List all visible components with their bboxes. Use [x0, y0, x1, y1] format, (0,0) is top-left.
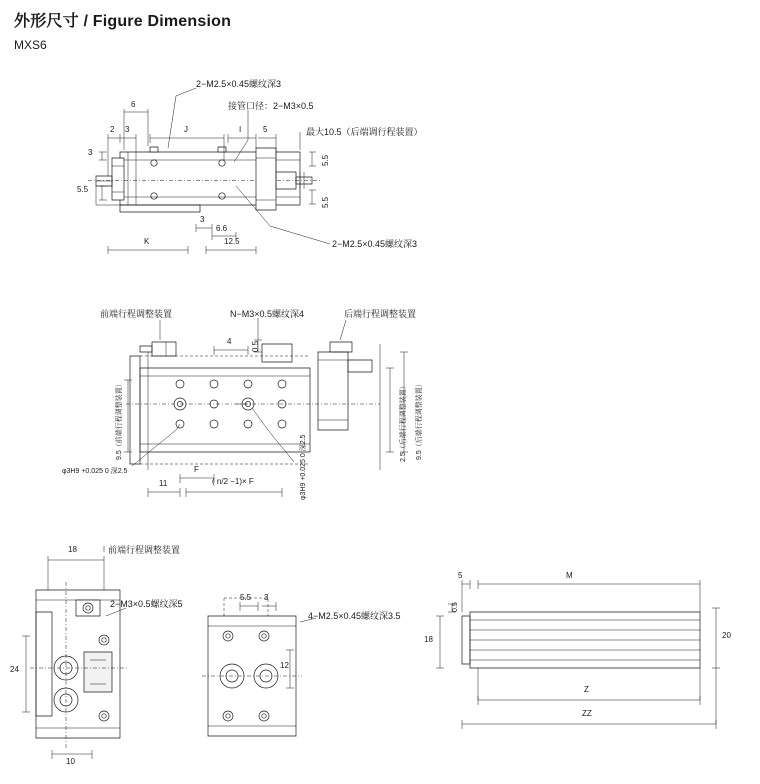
page-title: 外形尺寸 / Figure Dimension	[14, 13, 232, 30]
dim-bore-2: φ3H9 +0.025 0 深2.5	[300, 434, 307, 500]
label-front-stroke-adj-2: 前端行程调整装置	[108, 545, 181, 555]
label-port-size: 接管口径：2−M3×0.5	[228, 101, 314, 111]
dim-05-side: 0.5	[452, 602, 459, 612]
dim-24: 24	[10, 665, 19, 674]
dim-55-f4: 5.5	[240, 593, 252, 602]
dim-66: 6.6	[216, 224, 228, 233]
dim-10: 10	[66, 757, 75, 766]
dim-M: M	[566, 571, 573, 580]
dim-F: F	[194, 465, 199, 474]
dim-3a: 3	[125, 125, 130, 134]
dim-95-rear: 9.5（后端行程调整装置）	[416, 380, 423, 460]
dim-5-side: 5	[458, 571, 463, 580]
dim-3c: 3	[200, 215, 205, 224]
dim-3-f4: 3	[264, 593, 269, 602]
dim-n-f: ( n/2 −1)× F	[212, 477, 254, 486]
dim-95-front: 9.5（前端行程调整装置）	[116, 380, 123, 460]
dim-5: 5	[263, 125, 268, 134]
label-top-thread-1: 2−M2.5×0.45螺纹深3	[196, 79, 282, 89]
dim-18: 18	[68, 545, 77, 554]
label-n-m3-thread: N−M3×0.5螺纹深4	[230, 309, 305, 319]
dim-3b: 3	[88, 148, 93, 157]
dim-55a: 5.5	[77, 185, 89, 194]
dim-20: 20	[722, 631, 731, 640]
dim-6: 6	[131, 100, 136, 109]
dim-4: 4	[227, 337, 232, 346]
dim-ZZ: ZZ	[582, 709, 592, 718]
dim-55c: 5.5	[321, 196, 330, 208]
model-label: MXS6	[14, 38, 47, 52]
dim-2: 2	[110, 125, 115, 134]
label-2-m3-thread: 2−M3×0.5螺纹深5	[110, 599, 183, 609]
dim-05: 0.5	[251, 340, 260, 352]
dim-K: K	[144, 237, 150, 246]
dim-11: 11	[159, 479, 168, 488]
dim-J: J	[184, 125, 188, 134]
dim-I: I	[239, 125, 242, 134]
label-max-105: 最大10.5（后端调行程装置）	[306, 127, 423, 137]
dim-bore-1: φ3H9 +0.025 0 深2.5	[62, 468, 128, 475]
label-4-m25-thread: 4−M2.5×0.45螺纹深3.5	[308, 611, 401, 621]
dim-55b: 5.5	[321, 154, 330, 166]
dim-25-rear: 2.5（后端行程调整装置）	[400, 382, 407, 462]
label-top-thread-2: 2−M2.5×0.45螺纹深3	[332, 239, 418, 249]
dim-12: 12	[280, 661, 289, 670]
dim-Z: Z	[584, 685, 589, 694]
dim-18-side: 18	[424, 635, 433, 644]
label-rear-stroke-adj: 后端行程调整装置	[344, 309, 417, 319]
dim-125: 12.5	[224, 237, 240, 246]
label-front-stroke-adj: 前端行程调整装置	[100, 309, 173, 319]
